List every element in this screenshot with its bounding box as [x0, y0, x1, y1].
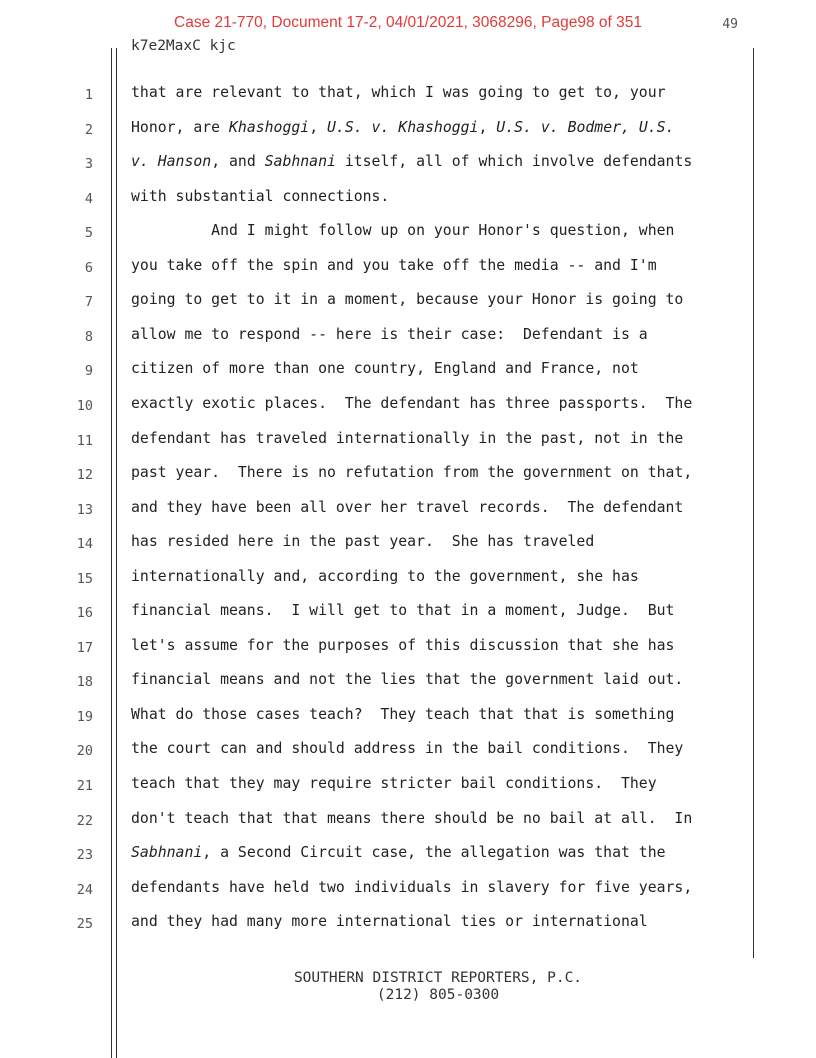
line-number: 16: [76, 605, 93, 622]
line-segment: teach that they may require stricter bail conditions. They: [131, 775, 657, 792]
line-number: 19: [76, 708, 93, 725]
transcript-line: [131, 188, 389, 205]
line-segment: financial means and not the lies that the government laid out.: [131, 671, 684, 689]
line-number: 11: [76, 432, 93, 449]
right-margin-rule: [753, 48, 754, 958]
transcript-line: [131, 879, 692, 896]
transcript-line: [131, 153, 692, 170]
line-number: 5: [84, 225, 93, 242]
line-number: 4: [84, 190, 93, 207]
left-margin-rule-outer: [111, 48, 112, 1058]
case-citation: Sabhnani: [131, 844, 203, 862]
line-segment: that are relevant to that, which I was going to get to, your: [131, 84, 666, 101]
line-segment: going to get to it in a moment, because your Honor is going to: [131, 291, 684, 309]
transcript-line: [131, 257, 657, 274]
transcript-line: [131, 533, 594, 550]
line-segment: ,: [309, 118, 328, 136]
line-number: 24: [76, 881, 93, 898]
line-segment: itself, all of which involve defendants: [335, 153, 693, 171]
line-segment: past year. There is no refutation from the government on that,: [131, 464, 693, 482]
line-number: 23: [76, 847, 93, 864]
line-number: 18: [76, 674, 93, 691]
line-number: 22: [76, 812, 93, 829]
line-number: 17: [76, 639, 93, 656]
transcript-line: [131, 810, 692, 827]
line-segment: , a Second Circuit case, the allegation was that the: [202, 844, 666, 862]
line-segment: internationally and, according to the government, she has: [131, 567, 639, 585]
transcript-line: [131, 913, 648, 930]
transcript-line: [131, 430, 683, 447]
line-segment: and they have been all over her travel records. The defendant: [131, 498, 684, 516]
line-segment: And I might follow up on your Honor's question, when: [131, 222, 675, 240]
page-number: 49: [722, 17, 738, 32]
line-number: 1: [84, 87, 93, 103]
line-number: 20: [76, 743, 93, 760]
transcript-line: [131, 360, 639, 377]
transcript-line: [131, 119, 674, 136]
transcript-line: [131, 637, 674, 654]
line-segment: the court can and should address in the bail conditions. They: [131, 740, 684, 758]
transcript-line: [131, 326, 648, 343]
transcript-line: [131, 671, 683, 688]
transcript-line: [131, 222, 674, 239]
footer-reporter-name: SOUTHERN DISTRICT REPORTERS, P.C.: [293, 970, 583, 986]
transcript-line: [131, 706, 674, 723]
line-segment: citizen of more than one country, England and France, not: [131, 360, 639, 378]
line-segment: allow me to respond -- here is their case: Defendant is a: [131, 325, 648, 343]
case-citation: U.S. v. Khashoggi: [327, 118, 479, 136]
line-number: 2: [84, 121, 93, 138]
transcript-line: [131, 568, 639, 585]
line-segment: you take off the spin and you take off the media -- and I'm: [131, 256, 657, 274]
line-segment: , and: [211, 153, 265, 171]
footer-phone: (212) 805-0300: [376, 987, 500, 1003]
line-number: 12: [76, 467, 93, 484]
transcript-line: [131, 602, 674, 619]
left-margin-rule-inner: [116, 48, 117, 1058]
transcript-line: [131, 775, 657, 792]
line-number: 15: [76, 570, 93, 587]
transcript-line: [131, 395, 692, 412]
transcript-line: [131, 844, 666, 861]
transcript-line: [131, 499, 683, 516]
case-citation: Sabhnani: [264, 153, 336, 171]
line-number: 9: [84, 363, 93, 380]
transcript-line: [131, 464, 692, 481]
line-segment: defendant has traveled internationally in the past, not in the: [131, 429, 684, 447]
line-number: 8: [84, 328, 93, 345]
line-number: 21: [76, 778, 93, 794]
line-segment: financial means. I will get to that in a moment, Judge. But: [131, 602, 675, 620]
line-number: 10: [76, 397, 93, 414]
line-number: 3: [84, 156, 93, 173]
line-segment: don't teach that that means there should be no bail at all. In: [131, 809, 693, 827]
line-number: 14: [76, 536, 93, 553]
case-stamp: Case 21-770, Document 17-2, 04/01/2021, 3068296, Page98 of 351: [174, 14, 642, 31]
line-number: 13: [76, 501, 93, 518]
session-code: k7e2MaxC kjc: [131, 38, 236, 54]
case-citation: U.S. v. Bodmer, U.S.: [496, 118, 675, 136]
transcript-line: [131, 291, 683, 308]
line-segment: exactly exotic places. The defendant has three passports. The: [131, 394, 693, 412]
line-segment: ,: [478, 118, 497, 136]
line-segment: with substantial connections.: [131, 187, 390, 205]
line-segment: What do those cases teach? They teach that that is something: [131, 705, 675, 723]
case-citation: v. Hanson: [131, 153, 212, 171]
line-number: 6: [84, 259, 93, 276]
line-segment: has resided here in the past year. She has traveled: [131, 533, 595, 551]
transcript-line: [131, 740, 683, 757]
line-number: 7: [84, 294, 93, 311]
line-segment: let's assume for the purposes of this discussion that she has: [131, 636, 675, 654]
line-number: 25: [76, 916, 93, 933]
case-citation: Khashoggi: [229, 118, 310, 136]
line-segment: defendants have held two individuals in slavery for five years,: [131, 878, 693, 896]
line-segment: Honor, are: [131, 118, 229, 136]
line-segment: and they had many more international ties or international: [131, 913, 648, 931]
transcript-line: [131, 84, 666, 101]
